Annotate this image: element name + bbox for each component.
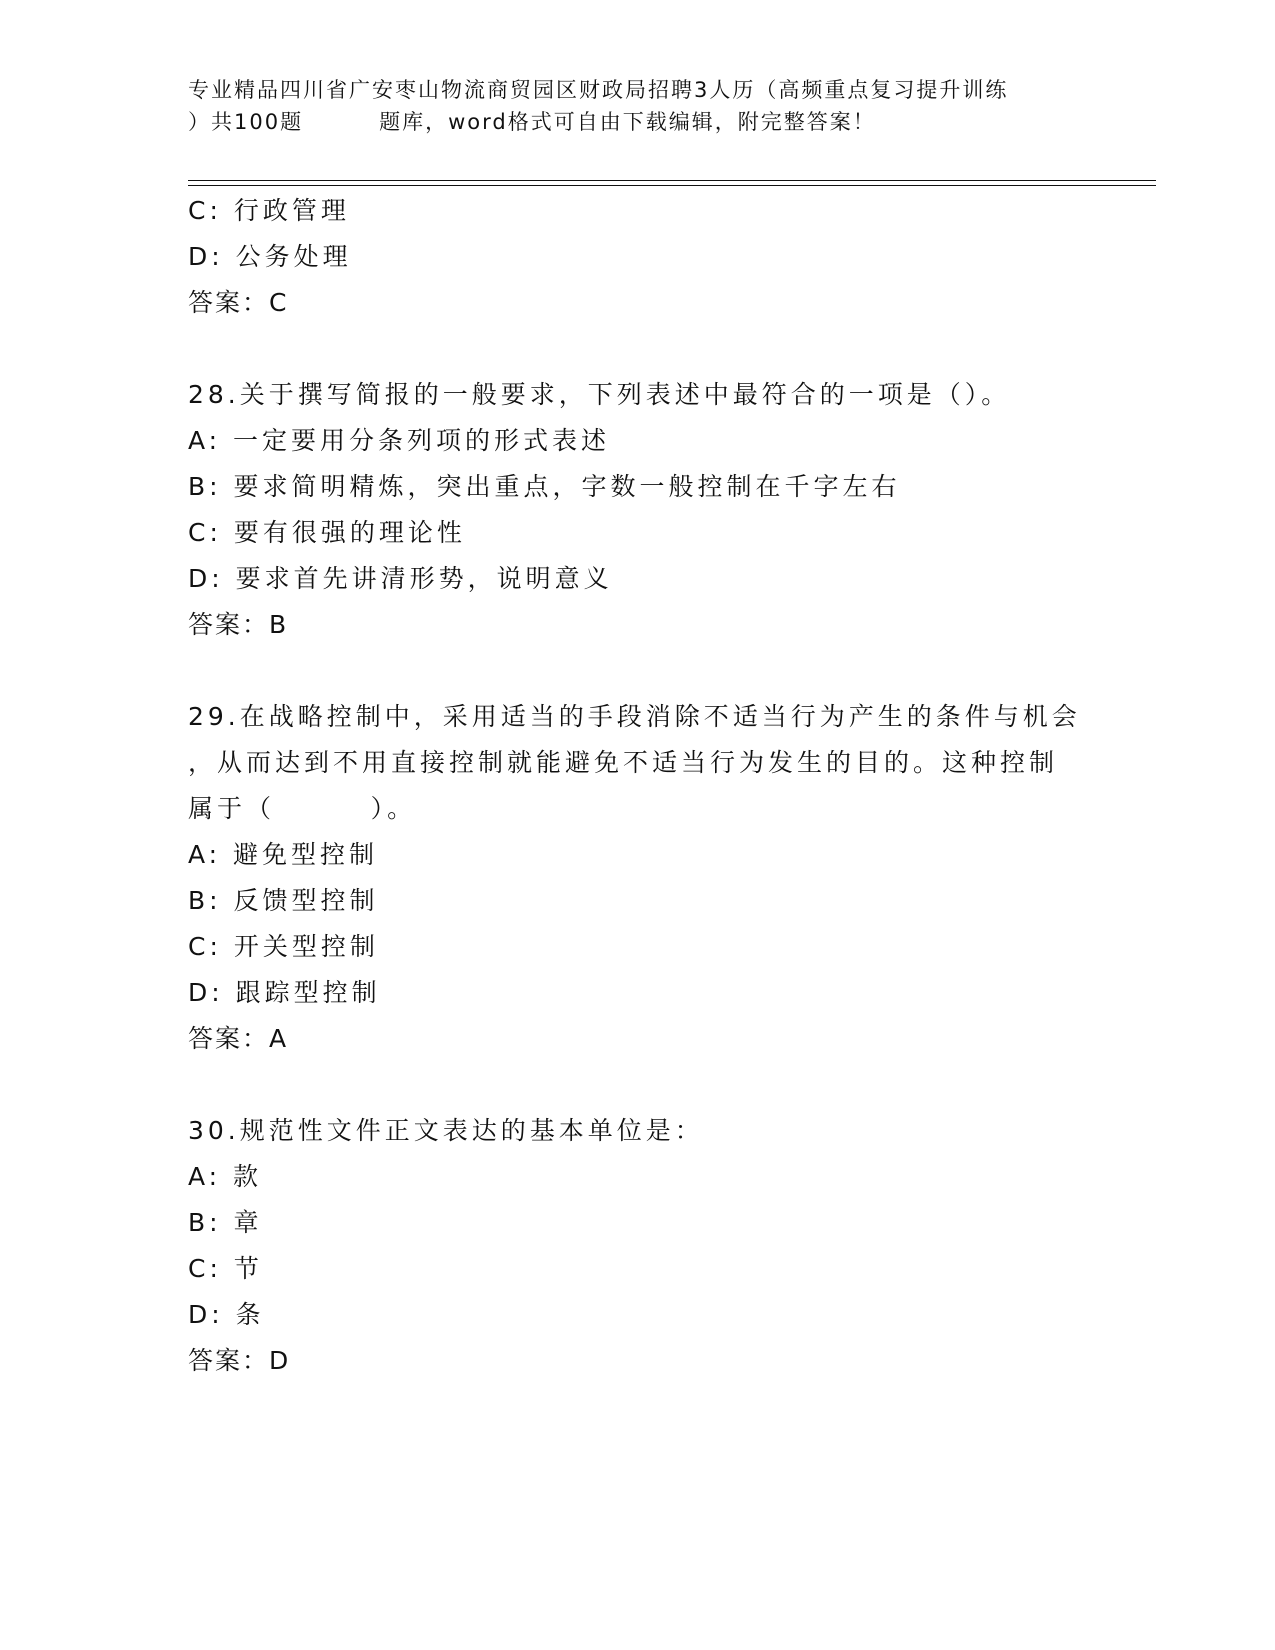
option-item: D: 要求首先讲清形势，说明意义	[188, 564, 613, 593]
option-item: A: 一定要用分条列项的形式表述	[188, 426, 611, 455]
header-line-1: 专业精品四川省广安枣山物流商贸园区财政局招聘3人历（高频重点复习提升训练	[188, 78, 1009, 102]
header-divider-top	[188, 180, 1156, 181]
option-item: C: 行政管理	[188, 196, 350, 225]
header-divider-bottom	[188, 185, 1156, 186]
option-item: B: 要求简明精炼，突出重点，字数一般控制在千字左右	[188, 472, 901, 501]
option-item: D: 跟踪型控制	[188, 978, 381, 1007]
header-line-2-left: ）共100题	[188, 110, 304, 134]
option-item: C: 节	[188, 1254, 263, 1283]
question-text: 28.关于撰写简报的一般要求，下列表述中最符合的一项是（）。	[188, 380, 1011, 409]
option-item: B: 反馈型控制	[188, 886, 379, 915]
question-text: 属于（ ）。	[188, 794, 417, 823]
question-list	[188, 188, 1108, 1384]
question-text: 30.规范性文件正文表达的基本单位是：	[188, 1116, 704, 1145]
option-item: D: 公务处理	[188, 242, 352, 271]
option-item: D: 条	[188, 1300, 265, 1329]
option-item: C: 开关型控制	[188, 932, 379, 961]
answer-line: 答案：A	[188, 1024, 289, 1053]
header-line-2-right: 题库，word格式可自由下载编辑，附完整答案！	[379, 110, 876, 134]
answer-line: 答案：C	[188, 288, 289, 317]
page-header	[188, 74, 1088, 138]
answer-line: 答案：D	[188, 1346, 291, 1375]
option-item: B: 章	[188, 1208, 263, 1237]
option-item: A: 款	[188, 1162, 263, 1191]
option-item: C: 要有很强的理论性	[188, 518, 466, 547]
header-line-2	[188, 106, 1088, 138]
option-item: A: 避免型控制	[188, 840, 379, 869]
question-text: ，从而达到不用直接控制就能避免不适当行为发生的目的。这种控制	[188, 748, 1059, 777]
answer-line: 答案：B	[188, 610, 289, 639]
question-text: 29.在战略控制中，采用适当的手段消除不适当行为产生的条件与机会	[188, 702, 1081, 731]
